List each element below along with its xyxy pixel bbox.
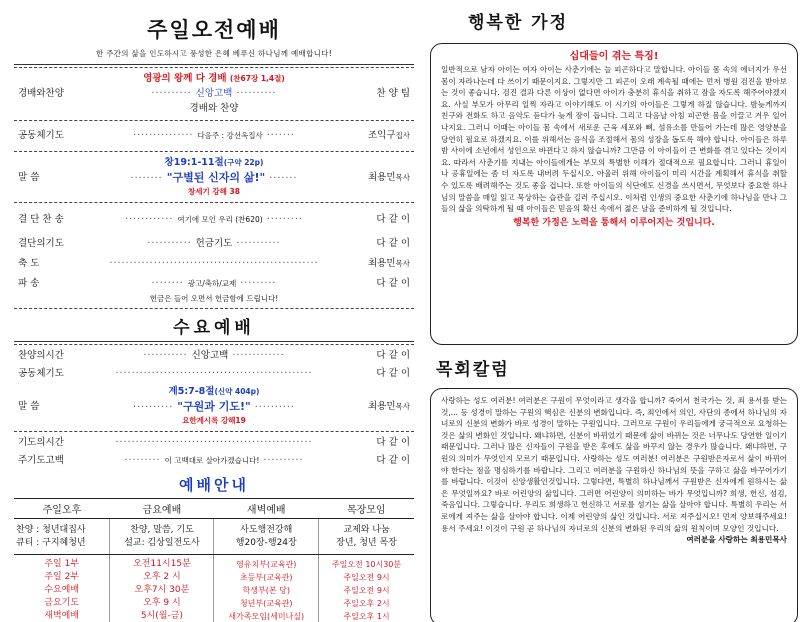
schedule-info-row	[14, 519, 414, 555]
schedule-cell: 사도행전강해 행20장-행24장	[214, 519, 319, 555]
pastor-column-body: 사랑하는 성도 여러분! 여러분은 구원이 무엇이라고 생각을 합니까? 죽어서 천국가는 것, 죄 용서를 받는 것,... 등 성경이 말하는 구원의 핵심은 신분의 변화입니다. 즉, 죄인에서 의인, 사단의 종에서 하나님의 자녀로의 신분의 변화가 바로 성경이 말하는 구원입니다. 그러므로 구원이 우리들에게 궁극적으로 요청하는 것은 삶의 변화인 것입니다. 왜냐하면, 신분이 바뀌었기 때문에 삶이 바뀌는 것은 너무나도 당연한 일이기 때문입니다. 그러나 많은 신자들이 구원을 받은 후에도 삶을 바꾸지 않는 경우가 많습니다. 왜냐하면, 구원의 의미가 무엇인지 모르기 때문입니다. 사랑하는 성도 여러분! 여러분은 구원받은자로서 삶이 바뀌어야 한다는 점을 명심하기를 바랍니다. 그리고 여러분을 구원하신 하나님의 뜻을 구하고 삶을 바꾸어가기를 바랍니다. 이것이 신앙생활인것입니다. 그렇다면, 특별히 하나님께서 구원받은 신자에게 원하시는 삶은 무엇일까요? 바로 어린양의 삶입니다. 그러면 어린양이 의미하는 바가 무엇입니까? 희생, 헌신, 섬김, 죽음입니다. 그렇습니다. 우리도 희생하고 헌신하고 서로를 섬기는 삶을 살아야 합니다. 특별히 우리는 서로에게 져주는 삶을 살아야 합니다. 이제 어린양의 삶인 것입니다. 서로 져주십시오! 먼저 양보해주세요! 용서 주세요! 이것이 구원 곧 하나님의 자녀로의 신분의 변화된 우리의 삶의 원칙이며 모양인 것입니다.	[441, 396, 787, 533]
schedule-cell: 영유치부(교육관) 초등부(교육관) 학생부(본 당) 청년부(교육관) 새가족모임(세미나실)	[214, 555, 319, 622]
divider	[14, 151, 414, 152]
order-row-praise: 영광의 왕께 다 경배 (찬67장 1,4절)	[143, 73, 285, 84]
wed-sermon-series: 요한계시록 강해19	[182, 416, 246, 425]
pastor-signature: 여러분을 사랑하는 최용민목사	[686, 535, 787, 545]
page-title: 주일오전예배	[147, 18, 281, 42]
happy-home-box	[430, 43, 798, 345]
divider	[14, 120, 414, 121]
pastor-column-box	[430, 388, 798, 622]
order-row-lords-prayer: 주기도고백 ········· 이 고백대로 살아가겠습니다! ·········· 다 같 이	[18, 455, 410, 466]
wednesday-title: 수요예배	[173, 318, 255, 338]
divider	[14, 431, 414, 432]
schedule-header-row	[14, 499, 414, 519]
divider	[14, 341, 414, 342]
schedule-cell: 찬양 : 청년대집사 큐티 : 구지혜청년	[14, 519, 110, 555]
schedule-cell: 오전11시15분 오후 2 시 오후7시 30분 오후 9 시 5시(월-금)	[110, 555, 214, 622]
offering-note: 헌금은 들어 오면서 헌금함에 드립니다!	[149, 294, 279, 303]
wed-sermon-reference: 계5:7-8절(신약 404p)	[168, 386, 260, 397]
schedule-header: 목장모임	[319, 499, 414, 519]
order-row-prayer: 공동체기도 ··············· 다음주 : 강선옥집사 ······· 조익구집사	[18, 130, 410, 141]
schedule-cell: 주일오전 10시30분 주일오전 9시 주일오전 9시 주일오후 2시 주일오후 1시	[319, 555, 414, 622]
announcement-title: 예배안내	[179, 476, 249, 494]
happy-home-title: 행복한 가정	[468, 13, 569, 33]
order-row-decision-hymn: 결 단 찬 송 ············ 여기에 모인 우리 (찬620) ········· 다 같 이	[18, 214, 410, 225]
schedule-header: 새벽예배	[214, 499, 319, 519]
happy-home-body: 일반적으로 남자 아이는 여자 아이는 사춘기에는 늘 피곤하다고 말합니다. 아이들 몸 속의 에너지가 우선 몸이 자라나는데 다 쓰이기 때문이지요. 그렇지만 그 피곤이 오래 계속될 때에는 먼저 병원 검진을 받아보는 것이 좋습니다. 검진 결과 다른 이상이 없다면 아이가 충분히 휴식을 취하고 잠을 자도록 해주어야겠지요. 사실 부모가 아무리 일찍 자라고 이야기해도 이 시기의 아이들은 그렇게 하질 않습니다. 밤늦게까지 친구와 전화도 하고 음악도 듣다가 늦게 잠이 듭니다. 그리고 다음날 아침 피곤한 몸을 이끌고 겨우 일어나지요. 그러니 이때는 아이들 몸 속에서 새로운 근육 세포와 뼈, 섬유소를 만들어 가는데 많은 영양분을 당연히 필요로 하겠지요. 이를 위해서는 음식을 조절해서 몸의 성장을 돕도록 해야 합니다. 아이들은 하루 밤 사이에 소년에서 성인으로 바뀐다고 하지 않습니까? 그만큼 이 아이들이 큰 변화를 겪고 있다는 것이지요. 따라서 사춘기를 지내는 아이들에게는 부모의 특별한 이해가 절대적으로 필요합니다. 그러니 휴일이나 공휴일에는 좀 더 자도록 내버려 두십시오. 아울러 위해 아이들이 미리 시간을 계획해서 휴식을 취할 수 있도록 배려해주는 것도 좋을 겁니다. 또한 아이들의 식단에도 신경을 쓰시면서, 무엇보다 중요한 하나님의 말씀을 매일 읽고 묵상하는 습관을 길러 주십시오. 이처럼 인생의 중요한 사춘기에 하나님을 만나 그들의 삶을 의탁하게 될 때 아이들은 믿음의 확신 속에서 젊은 날을 준비하게 될 것입니다.	[441, 65, 787, 214]
schedule-header: 금요예배	[110, 499, 214, 519]
sermon-reference: 창19:1-11절(구약 22p)	[164, 157, 264, 168]
order-row-wed-sermon: 말 씀 ·········· "구원과 기도!" ·········· 최용민목사	[18, 400, 410, 413]
pastor-column-title: 목회칼럼	[436, 360, 510, 380]
schedule-times-row	[14, 555, 414, 622]
right-column	[430, 4, 798, 618]
order-row-blessing: 축 도 ···················································· 최용민목사	[18, 258, 410, 269]
schedule-cell: 찬양, 말씀, 기도 설교: 김상일전도사	[110, 519, 214, 555]
order-row-praise-sub: 경배와 찬양	[189, 103, 239, 114]
order-row-decision-prayer: 결단의기도 ··········· 헌금기도 ··········· 다 같 이	[18, 238, 410, 249]
schedule-cell: 주일 1부 주일 2부 수요예배 금요기도 새벽예배	[44, 559, 80, 621]
happy-home-heading: 십대들이 겪는 특징!	[569, 51, 659, 62]
divider	[14, 344, 414, 345]
order-row-praise-time: 찬양의시간 ··········· 신앙고백 ············· 다 같 이	[18, 350, 410, 361]
order-row-prayer-time: 기도의시간 ················································· 다 같 이	[18, 437, 410, 448]
order-row-praise-main: 경배와찬양 ·········· 신앙고백 ·········· 찬 양 팀	[18, 88, 410, 99]
order-row-sermon: 말 씀 ········ "구별된 신자의 삶!" ······· 최용민목사	[18, 171, 410, 184]
divider	[14, 202, 414, 203]
happy-home-footer: 행복한 가정은 노력을 통해서 이루어지는 것입니다.	[513, 217, 715, 228]
schedule-header: 주일오후	[14, 499, 110, 519]
divider	[14, 308, 414, 309]
schedule-table	[14, 498, 414, 622]
page-subtitle: 한 주간의 삶을 인도하시고 풍성한 은혜 베푸신 하나님께 예배합니다!	[95, 49, 333, 58]
order-row-dismissal: 파 송 ········ 광고/축하/교제 ········· 다 같 이	[18, 278, 410, 289]
divider	[14, 67, 414, 68]
sermon-series: 창세기 강해 38	[188, 187, 240, 196]
schedule-cell: 교제와 나눔 장년, 청년 목장	[319, 519, 414, 555]
order-row-wed-prayer: 공동체기도 ················································· 다 같 이	[18, 368, 410, 379]
left-column	[14, 6, 414, 621]
divider	[14, 64, 414, 65]
